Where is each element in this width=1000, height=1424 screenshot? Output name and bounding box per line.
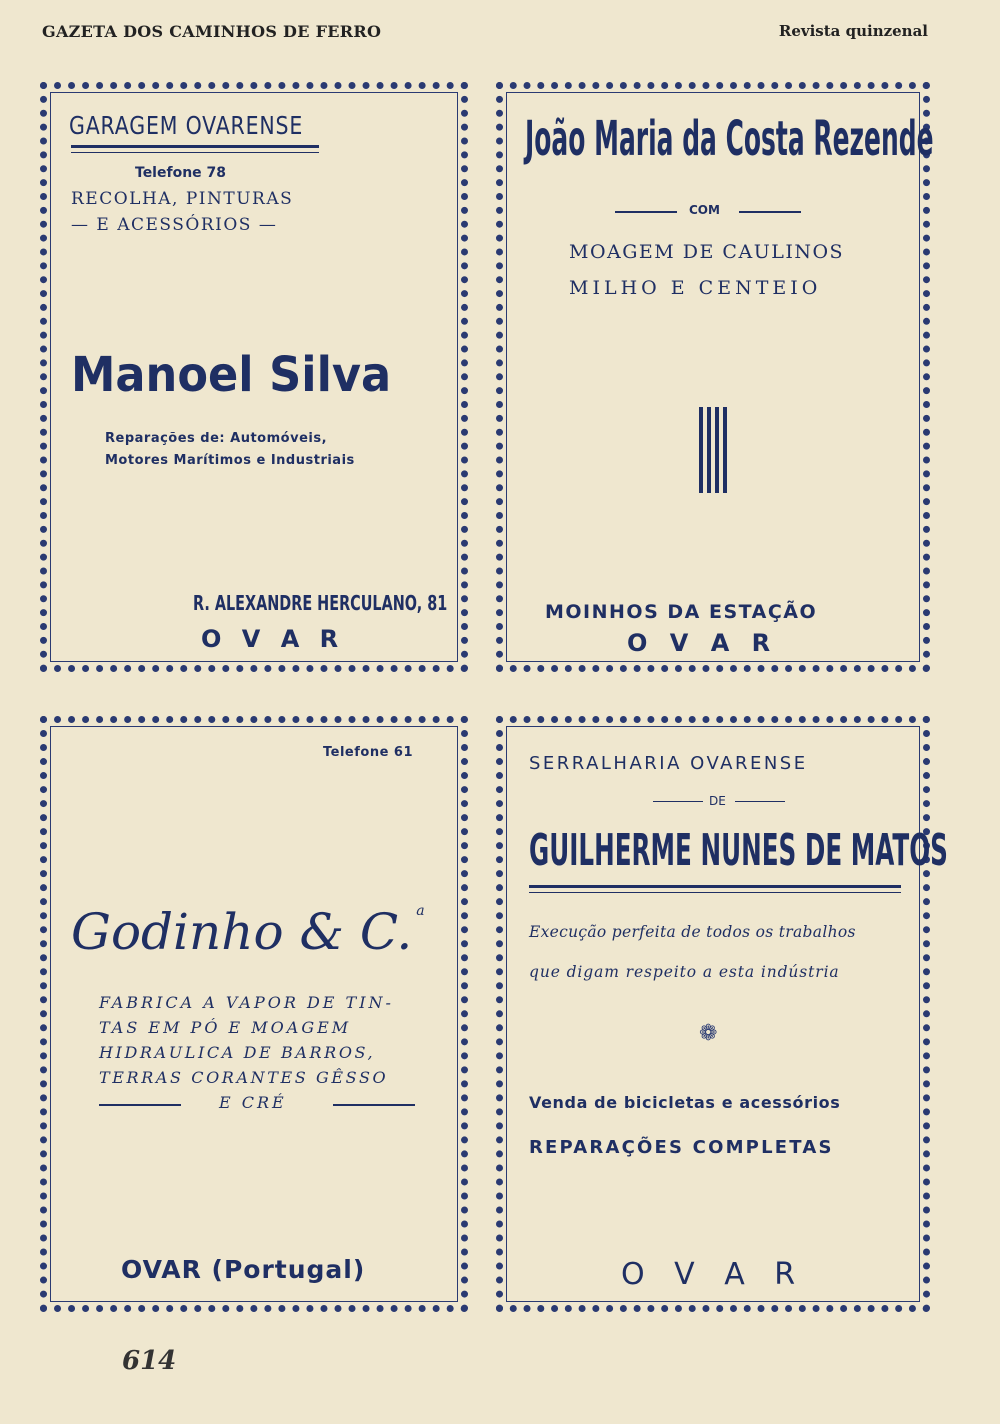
serralharia-de: DE bbox=[709, 794, 726, 808]
godinho-line-5: E CRÉ bbox=[219, 1093, 287, 1112]
rezende-bar-4 bbox=[723, 407, 727, 493]
rezende-bar-1 bbox=[699, 407, 703, 493]
ornament-icon: ❁ bbox=[699, 1021, 718, 1046]
serralharia-rule-2 bbox=[529, 892, 901, 893]
garagem-phone: Telefone 78 bbox=[135, 165, 227, 181]
serralharia-line-4: REPARAÇÕES COMPLETAS bbox=[529, 1137, 834, 1158]
rezende-line-1: MOAGEM DE CAULINOS bbox=[569, 241, 845, 263]
godinho-line-1: FABRICA A VAPOR DE TIN- bbox=[99, 993, 394, 1012]
garagem-line-1: RECOLHA, PINTURAS bbox=[71, 189, 294, 209]
godinho-line-4: TERRAS CORANTES GÊSSO bbox=[99, 1068, 389, 1087]
rezende-bar-3 bbox=[715, 407, 719, 493]
serralharia-rule-left bbox=[653, 801, 703, 802]
garagem-address: R. ALEXANDRE HERCULANO, 81 bbox=[193, 591, 448, 615]
rezende-rule-right bbox=[739, 211, 801, 213]
ad-garagem-ovarense bbox=[40, 82, 468, 672]
ad-serralharia bbox=[496, 716, 948, 1312]
page-number: 614 bbox=[122, 1346, 177, 1376]
journal-title: GAZETA DOS CAMINHOS DE FERRO bbox=[42, 22, 382, 41]
rezende-line-2: MILHO E CENTEIO bbox=[569, 277, 822, 299]
godinho-phone: Telefone 61 bbox=[323, 745, 414, 760]
garagem-service-2: Motores Marítimos e Industriais bbox=[105, 453, 355, 468]
rezende-bar-2 bbox=[707, 407, 711, 493]
garagem-owner: Manoel Silva bbox=[71, 347, 392, 403]
serralharia-rule-1 bbox=[529, 885, 901, 888]
rezende-name: João Maria da Costa Rezende bbox=[525, 111, 934, 167]
journal-subtitle: Revista quinzenal bbox=[778, 22, 928, 40]
garagem-service-1: Reparações de: Automóveis, bbox=[105, 431, 328, 446]
serralharia-line-1: Execução perfeita de todos os trabalhos bbox=[529, 923, 856, 941]
garagem-city: O V A R bbox=[201, 625, 345, 653]
rezende-com: COM bbox=[689, 203, 720, 217]
rezende-place: MOINHOS DA ESTAÇÃO bbox=[545, 601, 818, 623]
godinho-rule-left bbox=[99, 1104, 181, 1106]
godinho-name: Godinho & C. $^a$ bbox=[71, 903, 425, 961]
serralharia-rule-right bbox=[735, 801, 785, 802]
serralharia-owner: GUILHERME NUNES DE MATOS bbox=[529, 825, 948, 876]
garagem-line-2: — E ACESSÓRIOS — bbox=[71, 215, 278, 235]
rezende-city: O V A R bbox=[627, 629, 778, 657]
godinho-rule-right bbox=[333, 1104, 415, 1106]
ad-rezende bbox=[496, 82, 934, 672]
godinho-line-2: TAS EM PÓ E MOAGEM bbox=[99, 1018, 352, 1037]
godinho-city: OVAR (Portugal) bbox=[121, 1255, 366, 1284]
garagem-rule-1 bbox=[71, 145, 319, 148]
ad-godinho bbox=[40, 716, 468, 1312]
serralharia-line-2: que digam respeito a esta indústria bbox=[529, 963, 840, 981]
garagem-rule-2 bbox=[71, 152, 319, 153]
serralharia-line-3: Venda de bicicletas e acessórios bbox=[529, 1093, 841, 1112]
godinho-line-3: HIDRAULICA DE BARROS, bbox=[99, 1043, 376, 1062]
garagem-name: GARAGEM OVARENSE bbox=[69, 111, 304, 140]
serralharia-name: SERRALHARIA OVARENSE bbox=[529, 753, 808, 774]
rezende-rule-left bbox=[615, 211, 677, 213]
serralharia-city: O V A R bbox=[621, 1257, 806, 1292]
